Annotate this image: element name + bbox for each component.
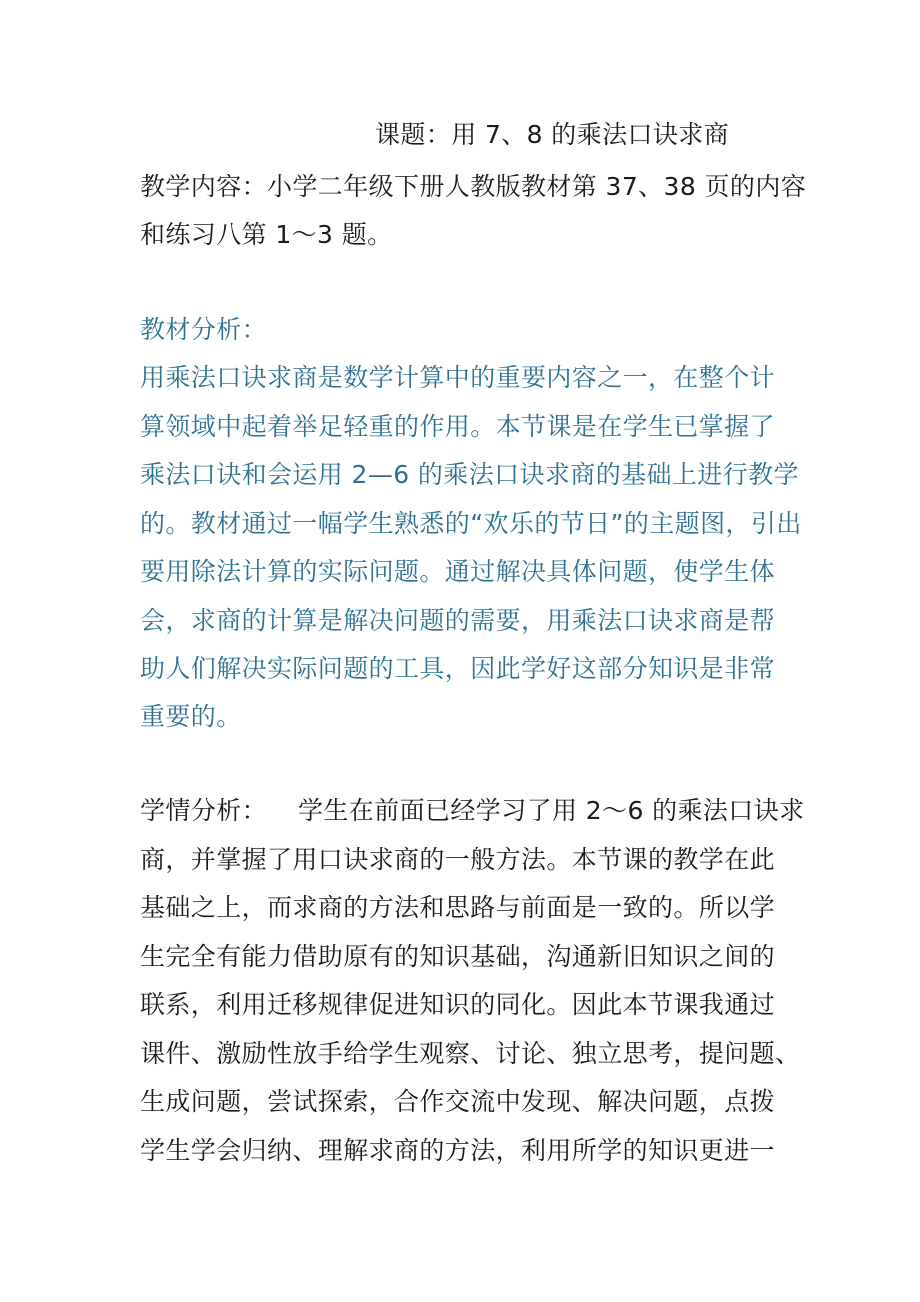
material-analysis-line: 的。教材通过一幅学生熟悉的“欢乐的节日”的主题图，引出 [140,509,802,538]
material-analysis-line: 算领域中起着举足轻重的作用。本节课是在学生已掌握了 [140,412,776,441]
material-analysis-line: 乘法口诀和会运用 2—6 的乘法口诀求商的基础上进行教学 [140,460,799,489]
material-analysis-line: 会，求商的计算是解决问题的需要，用乘法口诀求商是帮 [140,606,776,635]
content-line-2: 和练习八第 1～3 题。 [140,220,393,249]
student-analysis-line: 商，并掌握了用口诀求商的一般方法。本节课的教学在此 [140,845,776,874]
student-analysis-line: 生完全有能力借助原有的知识基础，沟通新旧知识之间的 [140,942,776,971]
material-analysis-line: 要用除法计算的实际问题。通过解决具体问题，使学生体 [140,557,776,586]
student-analysis-line: 课件、激励性放手给学生观察、讨论、独立思考，提问题、 [140,1039,801,1068]
student-analysis-line: 联系，利用迁移规律促进知识的同化。因此本节课我通过 [140,990,776,1019]
student-analysis-intro: 学生在前面已经学习了用 2～6 的乘法口诀求 [298,796,805,825]
student-analysis-first-line [140,794,805,828]
material-analysis-line: 助人们解决实际问题的工具，因此学好这部分知识是非常 [140,654,776,683]
student-analysis-line: 基础之上，而求商的方法和思路与前面是一致的。所以学 [140,893,776,922]
content-line-1: 教学内容：小学二年级下册人教版教材第 37、38 页的内容 [140,172,807,201]
student-analysis-line: 学生学会归纳、理解求商的方法，利用所学的知识更进一 [140,1136,776,1165]
lesson-title: 课题：用 7、8 的乘法口诀求商 [375,120,730,149]
material-analysis-line: 用乘法口诀求商是数学计算中的重要内容之一，在整个计 [140,363,776,392]
student-analysis-line: 生成问题，尝试探索，合作交流中发现、解决问题，点拨 [140,1087,776,1116]
student-analysis-heading: 学情分析： [140,796,268,825]
material-analysis-line: 重要的。 [140,702,242,731]
material-analysis-heading: 教材分析： [140,315,268,344]
